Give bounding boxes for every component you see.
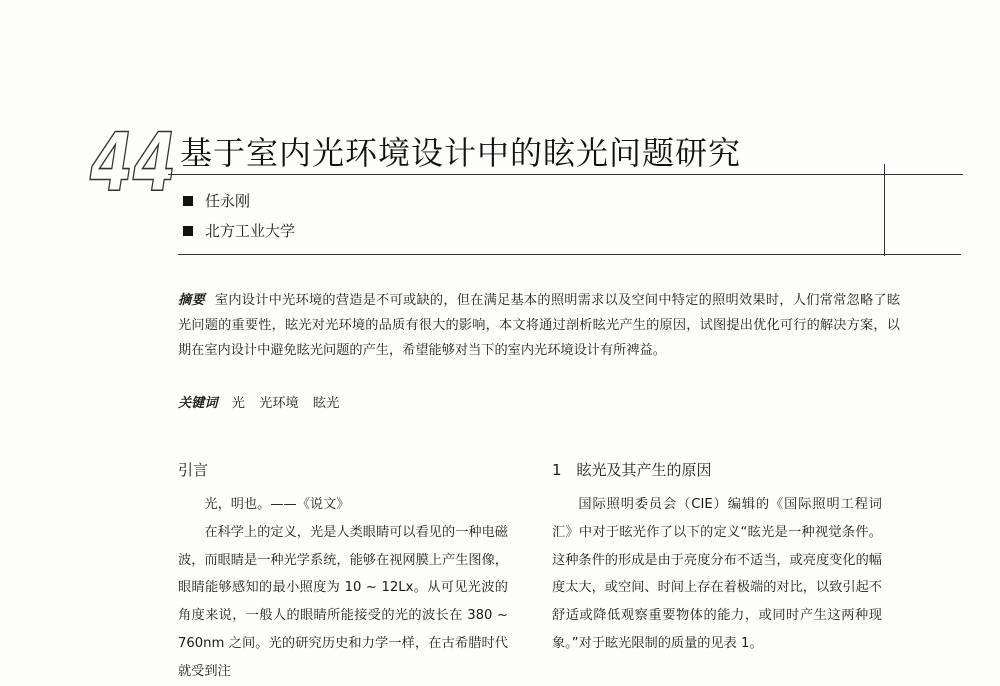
article-number-text: 44 <box>89 116 176 209</box>
keywords <box>178 392 349 411</box>
keyword: 光环境 <box>259 396 299 411</box>
abstract <box>178 288 900 363</box>
author-name: 任永刚 <box>205 192 251 210</box>
article-title: 基于室内光环境设计中的眩光问题研究 <box>180 134 742 172</box>
author-line <box>183 190 250 211</box>
abstract-text: 室内设计中光环境的营造是不可或缺的，但在满足基本的照明需求以及空间中特定的照明效果时，人们常常忽略了眩光问题的重要性，眩光对光环境的品质有很大的影响，本文将通过剖析眩光产生的原因，试图提出优化可行的解决方案，以期在室内设计中避免眩光问题的产生，希望能够对当下的室内光环境设计有所裨益。 <box>178 293 901 358</box>
section1-heading: 1 眩光及其产生的原因 <box>552 461 712 479</box>
affiliation-line <box>183 220 295 241</box>
keyword: 光 <box>231 396 245 411</box>
intro-paragraph: 在科学上的定义，光是人类眼睛可以看见的一种电磁波，而眼睛是一种光学系统，能够在视网膜上产生图像，眼睛能够感知的最小照度为 10 ~ 12Lx。从可见光波的角度来说，一般人的眼睛所能接受的光的波长在 380 ~ 760nm 之间。光的研究历史和力学一样，在古希腊时代就受到注 <box>178 524 508 679</box>
section1-paragraph: 国际照明委员会（CIE）编辑的《国际照明工程词汇》中对于眩光作了以下的定义“眩光是一种视觉条件。这种条件的形成是由于亮度分布不适当，或亮度变化的幅度太大，或空间、时间上存在着极端的对比，以致引起不舒适或降低观察重要物体的能力，或同时产生这两种现象。”对于眩光限制的质量的见表 1。 <box>552 497 882 651</box>
title-rule <box>168 174 963 175</box>
abstract-label: 摘要 <box>178 293 205 308</box>
header-bottom-rule <box>178 254 961 255</box>
keyword: 眩光 <box>312 396 340 411</box>
square-bullet-icon <box>183 226 193 236</box>
section1-column <box>552 491 882 658</box>
affiliation-name: 北方工业大学 <box>205 222 296 240</box>
intro-quote: 光，明也。——《说文》 <box>204 497 350 512</box>
keywords-label: 关键词 <box>178 396 218 411</box>
article-number <box>88 116 178 209</box>
intro-heading: 引言 <box>178 461 209 479</box>
intro-column <box>178 491 508 686</box>
header-vertical-rule <box>884 164 885 256</box>
square-bullet-icon <box>183 196 193 206</box>
